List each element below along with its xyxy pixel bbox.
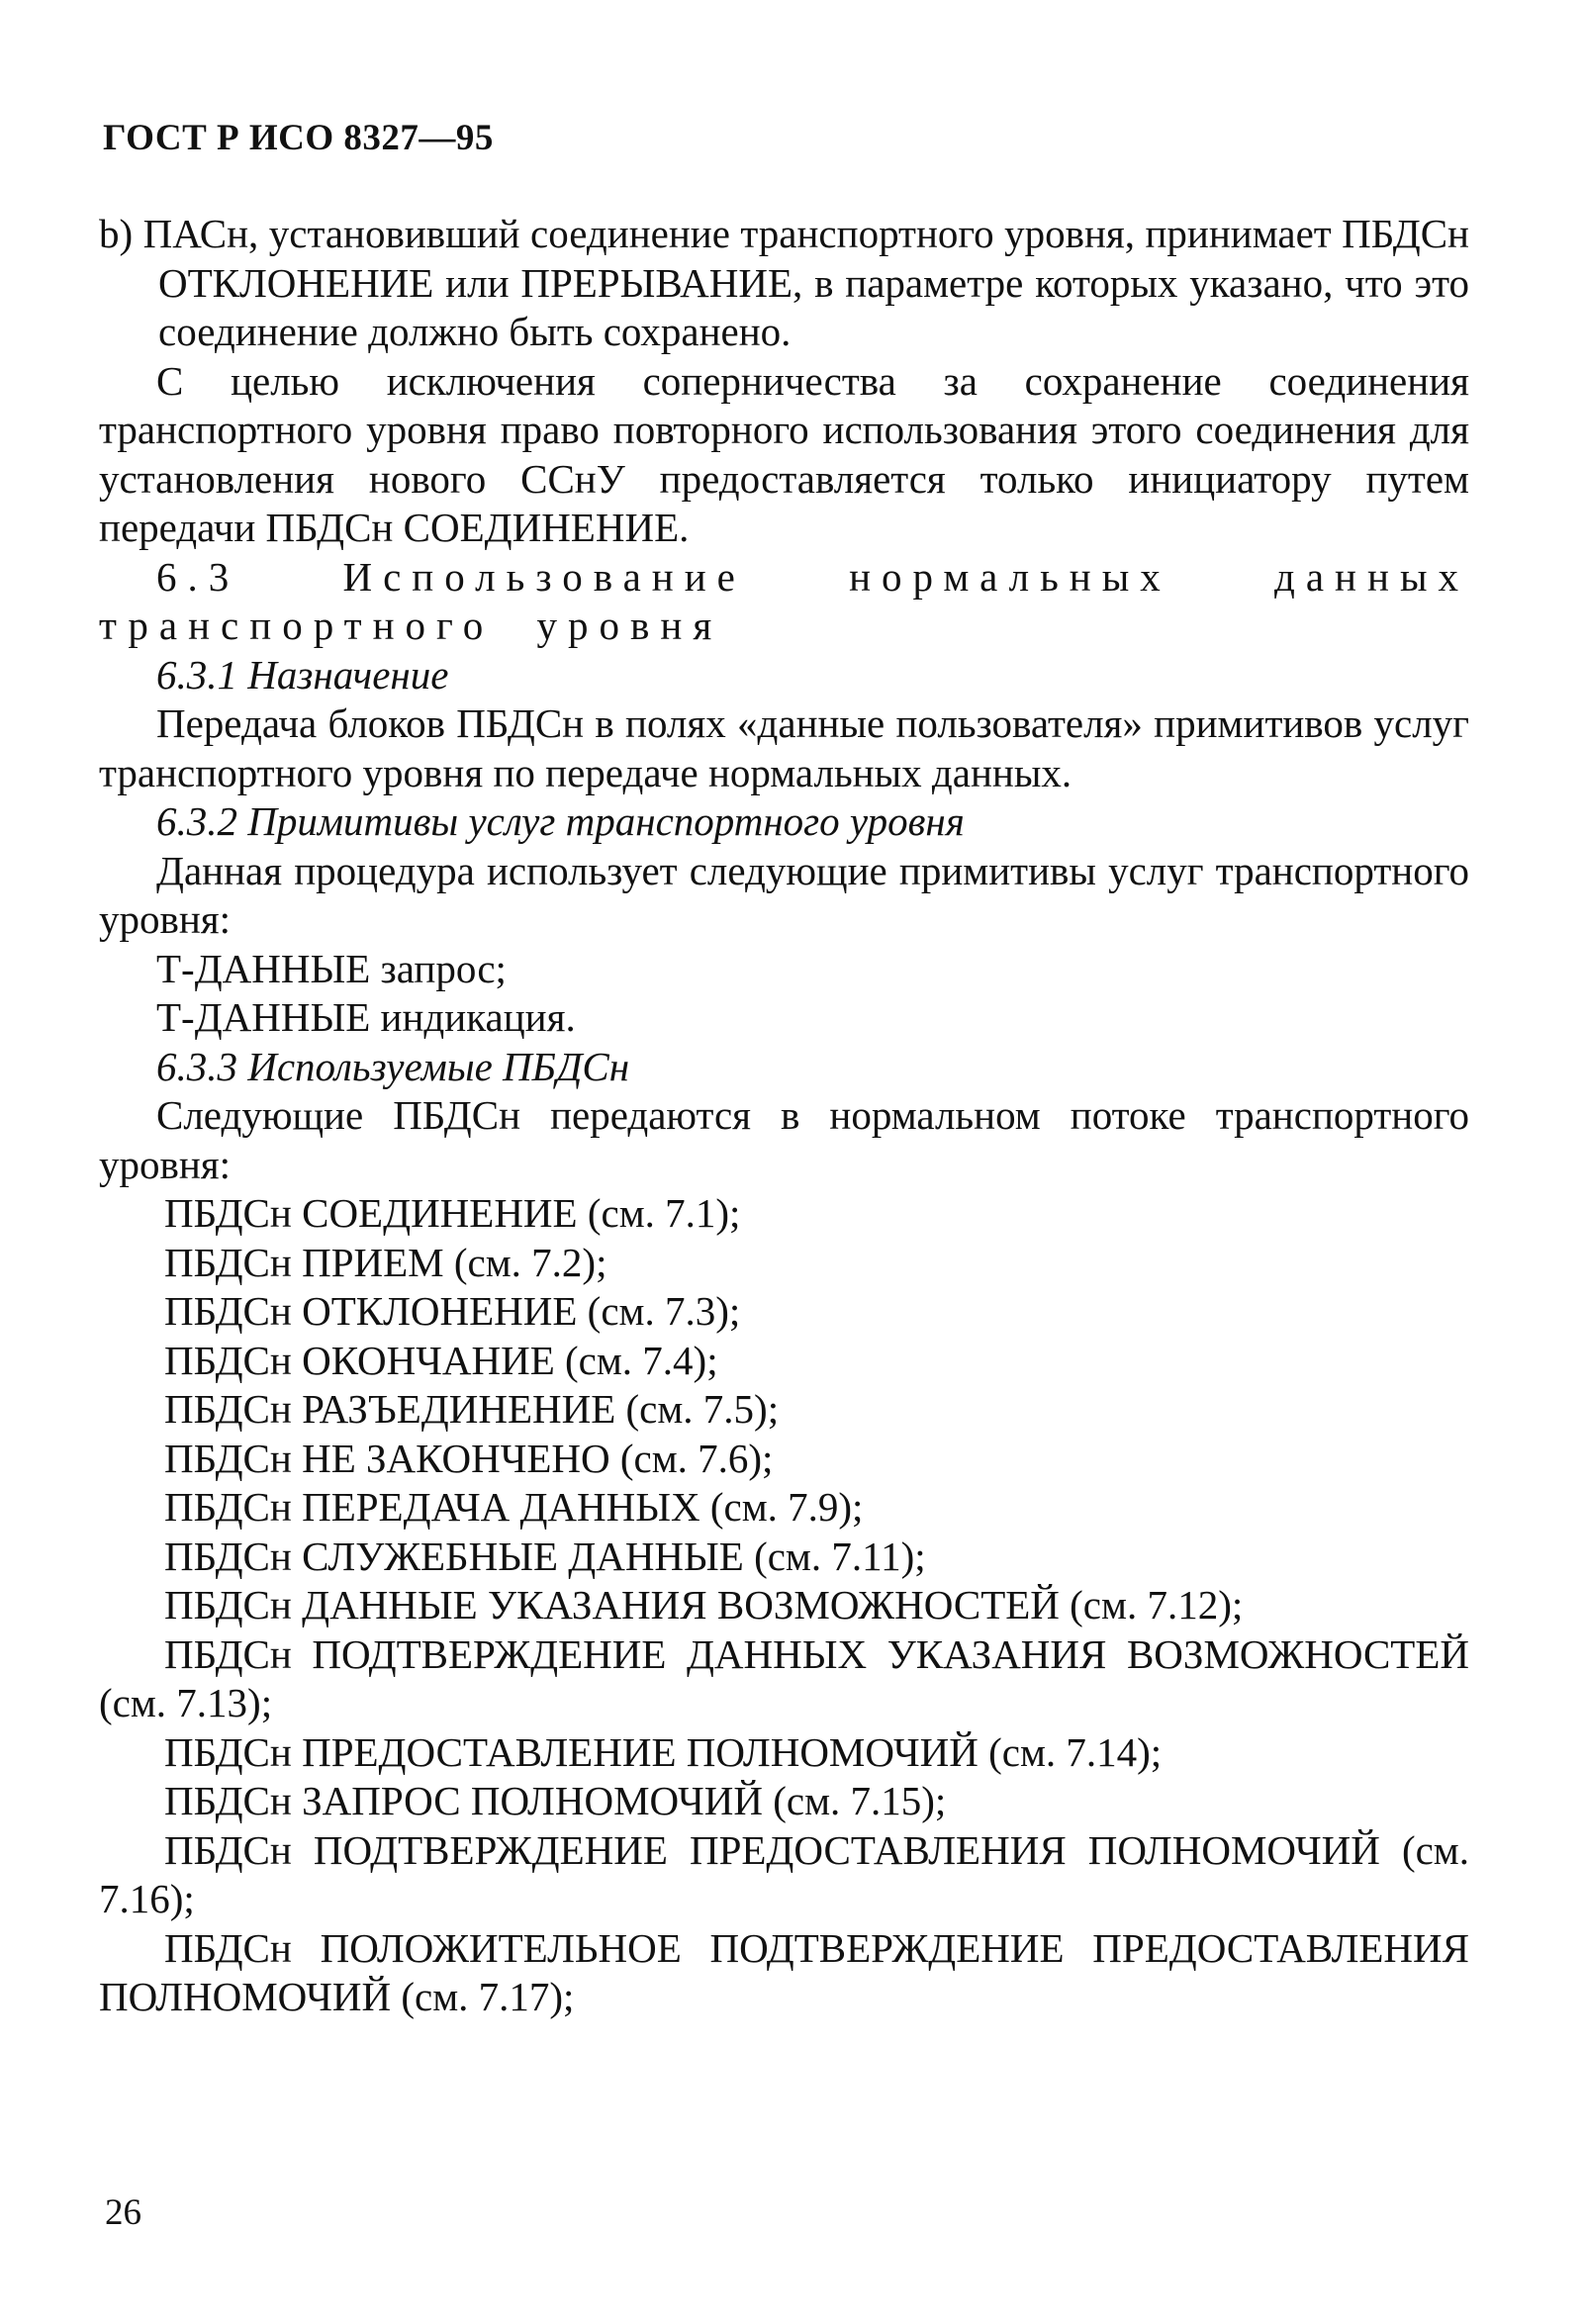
subsection-title-text: 6.3.3 Используемые ПБДСн bbox=[156, 1043, 630, 1089]
subsection-title-6-3-3 bbox=[99, 1043, 1469, 1092]
spdu-list-item: ПБДСн СОЕДИНЕНИЕ (см. 7.1); bbox=[164, 1190, 741, 1236]
spdu-list-item: ПБДСн ЗАПРОС ПОЛНОМОЧИЙ (см. 7.15); bbox=[164, 1778, 947, 1823]
paragraph-6-3-1: Передача блоков ПБДСн в полях «данные пользователя» примитивов услуг транспортного уровня по передаче нормальных данных. bbox=[99, 700, 1469, 795]
subsection-title-6-3-1 bbox=[99, 651, 1469, 700]
primitive-item: Т-ДАННЫЕ индикация. bbox=[156, 994, 576, 1040]
spdu-list-item: ПБДСн ПОДТВЕРЖДЕНИЕ ПРЕДОСТАВЛЕНИЯ ПОЛНОМОЧИЙ (см. 7.16); bbox=[99, 1826, 1469, 1921]
spdu-list-item: ПБДСн НЕ ЗАКОНЧЕНО (см. 7.6); bbox=[164, 1435, 774, 1481]
subsection-title-text: 6.3.2 Примитивы услуг транспортного уровня bbox=[156, 798, 965, 844]
section-heading-6-3: 6.3 Использование нормальных данных транспортного уровня bbox=[99, 553, 1469, 648]
page-number: 26 bbox=[105, 2192, 141, 2233]
spdu-list-item: ПБДСн СЛУЖЕБНЫЕ ДАННЫЕ (см. 7.11); bbox=[164, 1533, 926, 1579]
subsection-title-6-3-2 bbox=[99, 797, 1469, 847]
spdu-list-item: ПБДСн ПЕРЕДАЧА ДАННЫХ (см. 7.9); bbox=[164, 1484, 864, 1530]
document-header: ГОСТ Р ИСО 8327—95 bbox=[103, 118, 494, 158]
paragraph-competition: С целью исключения соперничества за сохранение соединения транспортного уровня право повторного использования этого соединения для установления нового ССнУ предоставляется только инициатору путем передачи ПБДСн СОЕДИНЕНИЕ. bbox=[99, 357, 1469, 550]
paragraph-6-3-3: Следующие ПБДСн передаются в нормальном потоке транспортного уровня: bbox=[99, 1092, 1469, 1187]
spdu-list-item: ПБДСн ОКОНЧАНИЕ (см. 7.4); bbox=[164, 1337, 718, 1383]
spdu-list-item: ПБДСн ОТКЛОНЕНИЕ (см. 7.3); bbox=[164, 1288, 741, 1334]
spdu-list-item: ПБДСн ПРЕДОСТАВЛЕНИЕ ПОЛНОМОЧИЙ (см. 7.14); bbox=[164, 1728, 1163, 1775]
spdu-list-item: ПБДСн ПОДТВЕРЖДЕНИЕ ДАННЫХ УКАЗАНИЯ ВОЗМОЖНОСТЕЙ (см. 7.13); bbox=[99, 1630, 1469, 1725]
spdu-list-item: ПБДСн РАЗЪЕДИНЕНИЕ (см. 7.5); bbox=[164, 1386, 780, 1432]
primitive-item: Т-ДАННЫЕ запрос; bbox=[156, 945, 507, 991]
subsection-title-text: 6.3.1 Назначение bbox=[156, 651, 449, 697]
paragraph-6-3-2: Данная процедура использует следующие примитивы услуг транспортного уровня: bbox=[99, 847, 1469, 942]
spdu-list-item: ПБДСн ДАННЫЕ УКАЗАНИЯ ВОЗМОЖНОСТЕЙ (см. 7.12); bbox=[164, 1582, 1244, 1627]
spdu-list-item: ПБДСн ПРИЕМ (см. 7.2); bbox=[164, 1239, 607, 1285]
document-body bbox=[99, 210, 1469, 2022]
spdu-list-item: ПБДСн ПОЛОЖИТЕЛЬНОЕ ПОДТВЕРЖДЕНИЕ ПРЕДОСТАВЛЕНИЯ ПОЛНОМОЧИЙ (см. 7.17); bbox=[99, 1924, 1469, 2019]
list-item-b: b) ПАСн, установивший соединение транспортного уровня, принимает ПБДСн ОТКЛОНЕНИЕ или ПРЕРЫВАНИЕ, в параметре которых указано, что это соединение должно быть сохранено. bbox=[99, 211, 1469, 354]
